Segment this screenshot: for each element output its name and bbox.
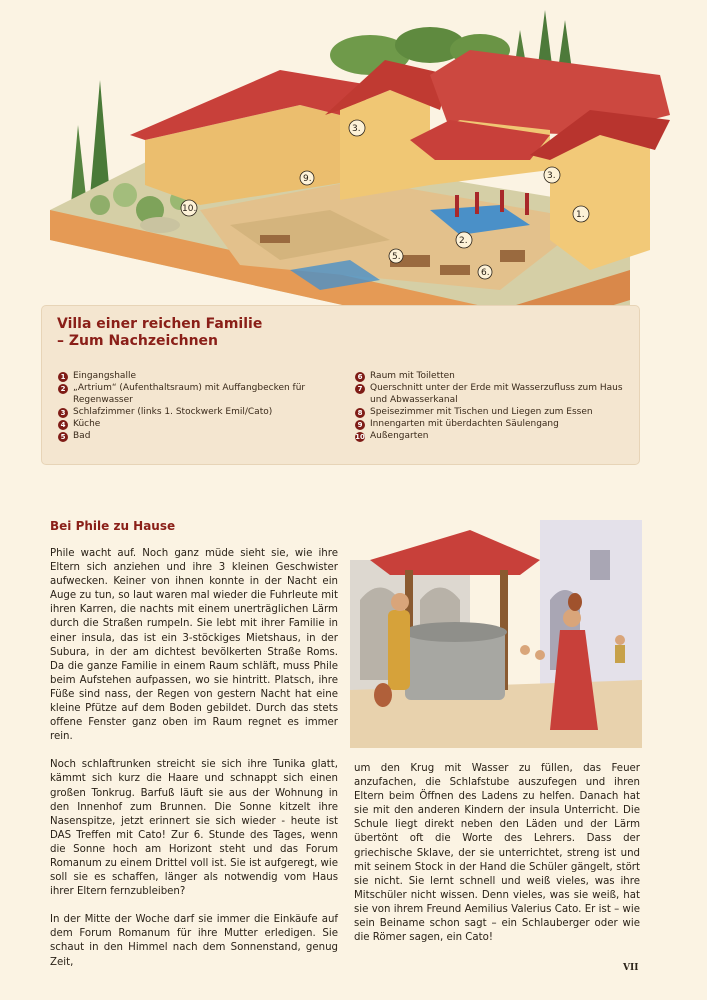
legend-text: Bad xyxy=(73,430,91,441)
legend-item xyxy=(355,419,635,431)
label-5: 5. xyxy=(392,252,401,262)
legend-text: Außengarten xyxy=(370,430,429,441)
legend-number: 5 xyxy=(58,432,68,442)
article-column-left xyxy=(50,547,338,984)
legend-item xyxy=(355,383,635,406)
legend-item xyxy=(58,407,358,419)
article-paragraph: In der Mitte der Woche darf sie immer die Einkäufe auf dem Forum Romanum für ihre Mutter erledigen. Sie schaut in den Himmel nach dem Sonnenstand, genug Zeit, xyxy=(50,914,338,968)
well-illustration xyxy=(350,520,642,748)
legend-title xyxy=(57,316,317,350)
legend-item xyxy=(58,371,358,383)
legend-item xyxy=(355,431,635,443)
legend-number: 7 xyxy=(355,384,365,394)
article-paragraph: Noch schlaftrunken streicht sie sich ihre Tunika glatt, kämmt sich kurz die Haare und schnappt sich einen großen Tonkrug. Barfuß läuft sie aus der Wohnung in den Innenhof zum Brunnen. Die Sonne kitzelt ihre Nasenspitze, jetzt erinnert sie sich wieder - heute ist DAS Treffen mit Cato! Zur 6. Stunde des Tages, wenn die Sonne hoch am Horizont steht und das Forum Romanum zu einem Drittel voll ist. Sie ist aufgeregt, wie soll sie es schaffen, länger als notwendig vom Haus ihrer Eltern fernzubleiben? xyxy=(50,759,338,898)
legend-item xyxy=(355,407,635,419)
legend-item xyxy=(58,431,358,443)
page-number: VII xyxy=(623,963,639,973)
article-heading: Bei Phile zu Hause xyxy=(50,519,176,533)
label-3b: 3. xyxy=(547,171,556,181)
legend-text: Küche xyxy=(73,418,101,429)
legend-number: 8 xyxy=(355,408,365,418)
legend-number: 9 xyxy=(355,420,365,430)
legend-column-right xyxy=(355,371,635,443)
legend-title-line1: Villa einer reichen Familie xyxy=(57,316,263,332)
legend-text: „Artrium“ (Aufenthaltsraum) mit Auffangbecken für Regenwasser xyxy=(73,383,306,405)
legend-text: Eingangshalle xyxy=(73,371,136,381)
label-6: 6. xyxy=(481,268,490,278)
legend-item xyxy=(355,371,635,383)
legend-number: 2 xyxy=(58,384,68,394)
label-10: 10. xyxy=(182,204,197,214)
legend-text: Innengarten mit überdachten Säulengang xyxy=(370,418,559,429)
legend-item xyxy=(58,419,358,431)
legend-number: 10 xyxy=(355,432,365,441)
label-9: 9. xyxy=(303,174,312,184)
legend-title-line2: – Zum Nachzeichnen xyxy=(57,333,219,349)
legend-number: 4 xyxy=(58,420,68,430)
label-3a: 3. xyxy=(352,124,361,134)
legend-number: 1 xyxy=(58,372,68,382)
legend-item xyxy=(58,383,358,406)
legend-text: Speisezimmer mit Tischen und Liegen zum Essen xyxy=(370,406,593,417)
legend-column-left xyxy=(58,371,358,443)
label-1: 1. xyxy=(576,210,585,220)
label-2: 2. xyxy=(459,236,468,246)
legend-text: Schlafzimmer (links 1. Stockwerk Emil/Cato) xyxy=(73,406,273,417)
legend-number: 3 xyxy=(58,408,68,418)
legend-number: 6 xyxy=(355,372,365,382)
article-paragraph: Phile wacht auf. Noch ganz müde sieht sie, wie ihre Eltern sich anziehen und ihre 3 kleinen Geschwister aufwecken. Keiner von ihnen konnte in der Nacht ein Auge zu tun, so laut waren mal wieder die Fuhrleute mit ihren Karren, die nachts mit einem unerträglichen Lärm durch die Straßen rumpeln. Sie lebt mit ihrer Familie in einer insula, das ist ein 3-stöckiges Mietshaus, in der Subura, in der am dichtest bevölkerten Straße Roms. Da die ganze Familie in einem Raum schläft, muss Phile beim Aufstehen aufpassen, wo sie hintritt. Platsch, ihre Füße sind nass, der Regen von gestern Nacht hat eine kleine Pfütze auf dem Boden gebildet. Durch das stets offene Fenster ganz oben im Raum regnet es immer rein. xyxy=(50,548,338,743)
legend-panel xyxy=(42,306,639,464)
legend-text: Querschnitt unter der Erde mit Wasserzufluss zum Haus und Abwasserkanal xyxy=(370,383,623,405)
article-column-right xyxy=(354,762,640,945)
legend-text: Raum mit Toiletten xyxy=(370,371,455,381)
article-paragraph: um den Krug mit Wasser zu füllen, das Feuer anzufachen, die Schlafstube auszufegen und ihren Eltern beim Öffnen des Ladens zu helfen. Danach hat sie mit den anderen Kindern der insula Unterricht. Die Schule liegt direkt neben den Läden und der Lärm übertönt oft die Worte des Lehrers. Dass der griechische Sklave, der sie unterrichtet, streng ist und mit seinem Stock in der Hand die Schüler gängelt, stört sie nicht. Sie lernt schnell und weiß vieles, was ihre Mitschüler nicht wissen. Denn vieles, was sie weiß, hat sie von ihrem Freund Aemilius Valerius Cato. Er ist – wie sein Beiname schon sagt – ein Schlauberger oder wie die Römer sagen, ein Cato! xyxy=(354,763,640,944)
